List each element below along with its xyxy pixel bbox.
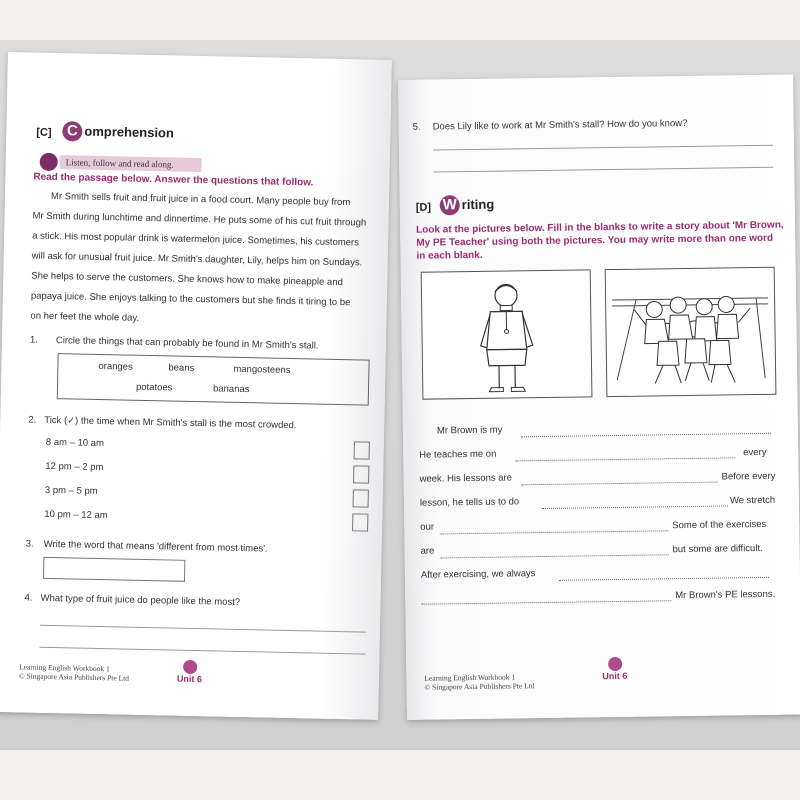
answer-line[interactable] [433, 145, 773, 151]
story-text: We stretch [729, 494, 776, 507]
unit-label: Unit 6 [176, 673, 203, 685]
passage-line: She helps to serve the customers. She knows how to make pineapple and [31, 270, 343, 289]
story-text: He teaches me on [419, 448, 497, 461]
story-text: week. His lessons are [419, 472, 513, 485]
listen-label: Listen, follow and read along. [60, 155, 202, 172]
footer-publisher [424, 672, 534, 692]
passage-line: Mr Smith during lunchtime and dinnertime. He puts some of his cut fruit through [32, 210, 367, 229]
footer-copyright: © Singapore Asia Publishers Pte Ltd [424, 681, 535, 692]
section-code-d: [D] [415, 201, 432, 214]
tick-box[interactable] [353, 489, 369, 507]
comprehension-instruction: Read the passage below. Answer the questions that follow. [33, 171, 314, 189]
story-text: but some are difficult. [672, 542, 763, 556]
passage-line: papaya juice. She enjoys talking to the customers but she finds it tiring to be [30, 290, 351, 309]
tick-box[interactable] [352, 513, 368, 531]
writing-w-icon: W [440, 195, 460, 215]
time-option-label: 3 pm – 5 pm [44, 484, 98, 497]
question-5-text: Does Lily like to work at Mr Smith's stall? How do you know? [432, 117, 688, 133]
comprehension-c-icon: C [62, 121, 82, 141]
answer-line[interactable] [40, 625, 366, 633]
teacher-illustration [422, 270, 592, 398]
word-option[interactable]: beans [168, 362, 195, 374]
story-blank[interactable] [421, 590, 671, 604]
question-4-number: 4. [24, 592, 33, 604]
time-option-label: 10 pm – 12 am [44, 508, 108, 522]
answer-line[interactable] [40, 647, 366, 655]
time-option-label: 8 am – 10 am [45, 436, 105, 450]
question-5-number: 5. [412, 121, 421, 133]
story-blank[interactable] [441, 544, 669, 558]
footer-book-title: Learning English Workbook 1 [19, 662, 110, 674]
question-1-text: Circle the things that can probably be found in Mr Smith's stall. [55, 335, 319, 352]
story-text: Mr Brown is my [436, 424, 503, 437]
footer-publisher [19, 662, 129, 682]
story-text: our [420, 521, 435, 533]
question-2-number: 2. [28, 414, 37, 426]
tick-box[interactable] [354, 441, 370, 459]
section-code-c: [C] [36, 126, 52, 139]
story-blank[interactable] [542, 495, 728, 509]
picture-students-stretching [605, 267, 777, 397]
right-page [398, 74, 800, 719]
question-3-text: Write the word that means 'different from most times'. [43, 538, 268, 555]
story-text: Mr Brown's PE lessons. [675, 588, 776, 602]
unit-flower-icon [608, 657, 622, 671]
listen-icon [40, 153, 58, 171]
story-text: After exercising, we always [420, 568, 536, 581]
tick-box[interactable] [353, 465, 369, 483]
instruction-line: in each blank. [416, 249, 483, 262]
word-option[interactable]: bananas [212, 383, 250, 396]
word-option[interactable]: potatoes [135, 381, 173, 394]
footer-book-title: Learning English Workbook 1 [424, 672, 516, 683]
instruction-line: My PE Teacher' using both the pictures. You may write more than one word [416, 232, 774, 249]
story-blank[interactable] [522, 472, 718, 486]
passage-line: will ask for unusual fruit juice. Mr Smith's daughter, Lily, helps him on Sundays. [31, 250, 363, 269]
word-option[interactable]: oranges [98, 360, 133, 373]
question-4-text: What type of fruit juice do people like the most? [40, 592, 241, 608]
story-blank[interactable] [515, 447, 735, 461]
passage [30, 187, 389, 334]
question-2-text: Tick (✓) the time when Mr Smith's stall is the most crowded. [44, 414, 297, 432]
left-page [0, 52, 392, 720]
story-text: Before every [721, 470, 776, 483]
story-text: every [743, 446, 767, 459]
story-blank[interactable] [521, 423, 771, 437]
passage-line: a stick. His most popular drink is watermelon juice. Sometimes, his customers [32, 230, 360, 249]
passage-line: on her feet the whole day. [30, 310, 140, 324]
story-blank[interactable] [559, 567, 769, 581]
answer-box[interactable] [43, 557, 185, 582]
story-text: Some of the exercises [672, 518, 767, 532]
question-3-number: 3. [25, 538, 34, 550]
section-title-comprehension: omprehension [84, 123, 175, 141]
word-option[interactable]: mangosteens [233, 363, 291, 376]
word-box [57, 353, 370, 406]
footer-copyright: © Singapore Asia Publishers Pte Ltd [18, 671, 130, 683]
picture-teacher [421, 269, 593, 399]
story-blank[interactable] [440, 520, 668, 534]
writing-instruction [416, 219, 787, 263]
time-option-label: 12 pm – 2 pm [45, 460, 104, 474]
passage-line: Mr Smith sells fruit and fruit juice in a food court. Many people buy from [50, 190, 351, 209]
question-1-number: 1. [29, 334, 39, 346]
story-text: lesson, he tells us to do [419, 496, 520, 509]
answer-line[interactable] [433, 167, 773, 173]
instruction-line: Look at the pictures below. Fill in the blanks to write a story about 'Mr Brown, [416, 219, 784, 236]
story-text: are [420, 545, 435, 557]
unit-flower-icon [183, 660, 197, 674]
section-title-writing: riting [461, 196, 495, 213]
students-exercising-illustration [606, 268, 776, 396]
unit-label: Unit 6 [602, 670, 628, 682]
